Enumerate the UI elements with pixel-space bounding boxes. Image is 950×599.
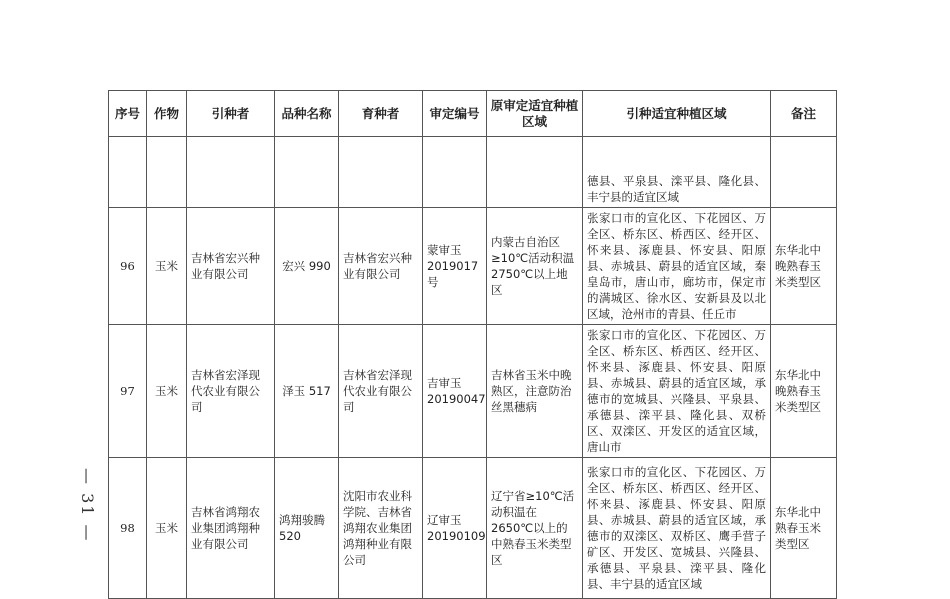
cell-breeder: 吉林省宏兴种业有限公司	[339, 208, 423, 325]
header-approval-no: 审定编号	[423, 91, 487, 137]
header-note: 备注	[771, 91, 837, 137]
cell-approval-no: 吉审玉20190047	[423, 325, 487, 458]
header-crop: 作物	[147, 91, 187, 137]
cell-region: 张家口市的宣化区、下花园区、万全区、桥东区、桥西区、经开区、怀来县、涿鹿县、怀安县、阳原县、赤城县、蔚县的适宜区域，承德市的双滦区、双桥区、鹰手营子矿区、开发区、宽城县、兴隆县、承德县、平泉县、滦平县、隆化县、丰宁县的适宜区域	[583, 458, 771, 599]
cell-breeder: 吉林省宏泽现代农业有限公司	[339, 325, 423, 458]
cell-empty	[771, 137, 837, 208]
cell-empty	[187, 137, 275, 208]
header-orig-region: 原审定适宜种植区域	[487, 91, 583, 137]
cell-introducer: 吉林省宏兴种业有限公司	[187, 208, 275, 325]
cell-empty	[147, 137, 187, 208]
table-row	[109, 325, 837, 458]
cell-introducer: 吉林省鸿翔农业集团鸿翔种业有限公司	[187, 458, 275, 599]
cell-approval-no: 辽审玉20190109	[423, 458, 487, 599]
cell-crop: 玉米	[147, 208, 187, 325]
cell-approval-no: 蒙审玉2019017号	[423, 208, 487, 325]
table-row	[109, 458, 837, 599]
cell-breeder: 沈阳市农业科学院、吉林省鸿翔农业集团鸿翔种业有限公司	[339, 458, 423, 599]
cell-note: 东华北中熟春玉米类型区	[771, 458, 837, 599]
cell-no: 98	[109, 458, 147, 599]
table-row-continued	[109, 137, 837, 208]
cell-empty	[275, 137, 339, 208]
header-region: 引种适宜种植区域	[583, 91, 771, 137]
cell-crop: 玉米	[147, 325, 187, 458]
header-breeder: 育种者	[339, 91, 423, 137]
cell-empty	[423, 137, 487, 208]
cell-introducer: 吉林省宏泽现代农业有限公司	[187, 325, 275, 458]
cell-empty	[109, 137, 147, 208]
cell-orig-region: 辽宁省≥10℃活动积温在2650℃以上的中熟春玉米类型区	[487, 458, 583, 599]
header-variety: 品种名称	[275, 91, 339, 137]
cell-crop: 玉米	[147, 458, 187, 599]
cell-no: 96	[109, 208, 147, 325]
cell-region: 张家口市的宣化区、下花园区、万全区、桥东区、桥西区、经开区、怀来县、涿鹿县、怀安县、阳原县、赤城县、蔚县的适宜区域，承德市的宽城县、兴隆县、平泉县、承德县、滦平县、隆化县、双桥区、双滦区、开发区的适宜区域，唐山市	[583, 325, 771, 458]
table-header-row	[109, 91, 837, 137]
cell-region: 张家口市的宣化区、下花园区、万全区、桥东区、桥西区、经开区、怀来县、涿鹿县、怀安县、阳原县、赤城县、蔚县的适宜区域，秦皇岛市，唐山市，廊坊市，保定市的满城区、徐水区、安新县及以北区域，沧州市的青县、任丘市	[583, 208, 771, 325]
cell-note: 东华北中晚熟春玉米类型区	[771, 208, 837, 325]
cell-orig-region: 吉林省玉米中晚熟区，注意防治丝黑穗病	[487, 325, 583, 458]
cell-variety: 泽玉 517	[275, 325, 339, 458]
cell-empty	[487, 137, 583, 208]
page-number: — 31 —	[78, 468, 97, 543]
cell-region: 德县、平泉县、滦平县、隆化县、丰宁县的适宜区域	[583, 137, 771, 208]
header-no: 序号	[109, 91, 147, 137]
cell-empty	[339, 137, 423, 208]
table-row	[109, 208, 837, 325]
cell-variety: 宏兴 990	[275, 208, 339, 325]
variety-table	[108, 90, 837, 599]
cell-orig-region: 内蒙古自治区≥10℃活动积温 2750℃以上地区	[487, 208, 583, 325]
header-introducer: 引种者	[187, 91, 275, 137]
cell-no: 97	[109, 325, 147, 458]
cell-note: 东华北中晚熟春玉米类型区	[771, 325, 837, 458]
cell-variety: 鸿翔骏腾520	[275, 458, 339, 599]
